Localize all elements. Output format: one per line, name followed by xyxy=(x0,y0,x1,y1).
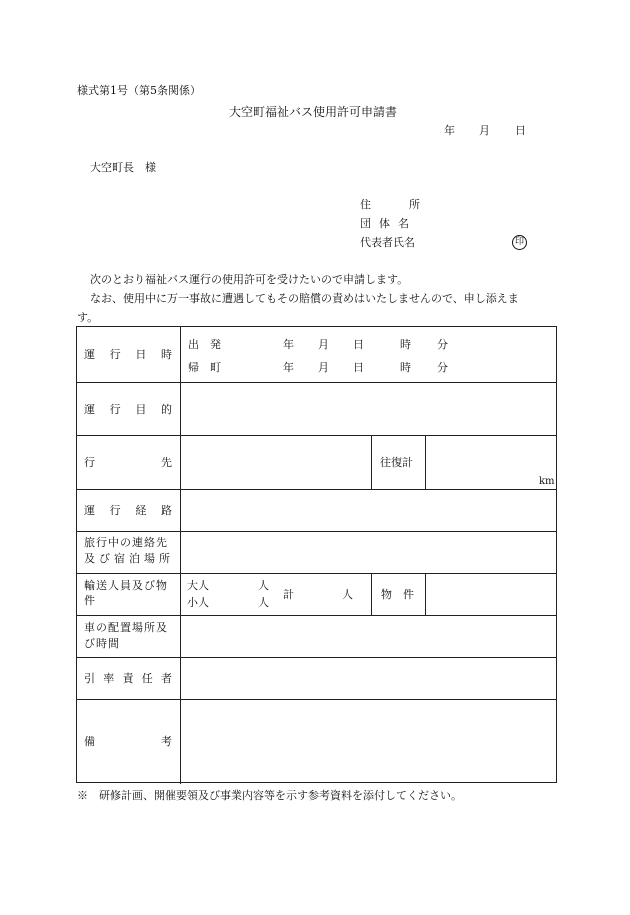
adult-label: 大人 xyxy=(187,579,209,592)
return-month: 月 xyxy=(318,361,329,374)
application-table xyxy=(76,326,557,783)
contact-lodging-label: 旅行中の連絡先 及び宿泊場所 xyxy=(84,536,174,565)
return-year: 年 xyxy=(283,361,294,374)
adult-unit: 人 xyxy=(258,579,269,592)
operation-route-field[interactable] xyxy=(185,494,555,528)
address-label: 住 所 xyxy=(360,198,420,211)
depart-label: 出 発 xyxy=(188,338,221,351)
km-unit: km xyxy=(539,476,555,487)
vehicle-placement-label: 車の配置場所及 び時間 xyxy=(84,621,168,650)
roundtrip-distance-field[interactable] xyxy=(429,441,553,485)
date-month-label: 月 xyxy=(479,124,490,137)
return-label: 帰 町 xyxy=(188,361,221,374)
date-day-label: 日 xyxy=(515,124,526,137)
depart-month: 月 xyxy=(318,338,329,351)
operation-purpose-field[interactable] xyxy=(185,387,555,431)
child-label: 小人 xyxy=(187,596,209,609)
goods-label: 物 件 xyxy=(381,588,414,601)
child-unit: 人 xyxy=(258,596,269,609)
date-year-label: 年 xyxy=(444,124,455,137)
total-unit: 人 xyxy=(342,588,353,601)
goods-field[interactable] xyxy=(429,577,553,611)
total-label: 計 xyxy=(283,588,294,601)
form-title: 大空町福祉バス使用許可申請書 xyxy=(229,105,398,119)
group-name-label: 団体名 xyxy=(360,217,417,230)
form-number: 様式第1号（第5条関係） xyxy=(77,84,201,97)
depart-hour: 時 xyxy=(400,338,411,351)
depart-day: 日 xyxy=(353,338,364,351)
addressee: 大空町長 様 xyxy=(90,161,156,174)
operation-purpose-label: 運 行 目 的 xyxy=(84,403,172,416)
destination-label: 行 先 xyxy=(84,456,172,469)
depart-minute: 分 xyxy=(437,338,448,351)
passengers-goods-label: 輸送人員及び物 件 xyxy=(84,579,168,607)
body-paragraph-2: なお、使用中に万一事故に遭遇してもその賠償の責めはいたしませんので、申し添えま xyxy=(90,292,519,305)
representative-label: 代表者氏名 xyxy=(360,236,415,249)
remarks-field[interactable] xyxy=(185,704,555,780)
contact-lodging-field[interactable] xyxy=(185,536,555,570)
return-hour: 時 xyxy=(400,361,411,374)
footnote: ※ 研修計画、開催要領及び事業内容等を示す参考資料を添付してください。 xyxy=(77,789,462,802)
group-leader-field[interactable] xyxy=(185,662,555,696)
body-paragraph-2-cont: す。 xyxy=(77,311,99,324)
operation-datetime-label: 運 行 日 時 xyxy=(84,348,172,361)
depart-year: 年 xyxy=(283,338,294,351)
roundtrip-distance-label: 往復計 xyxy=(380,456,413,469)
destination-field[interactable] xyxy=(185,441,367,485)
group-leader-label: 引 率 責 任 者 xyxy=(84,672,172,685)
vehicle-placement-field[interactable] xyxy=(185,620,555,654)
seal-icon: 印 xyxy=(512,235,527,250)
operation-route-label: 運 行 経 路 xyxy=(84,504,172,517)
body-paragraph-1: 次のとおり福祉バス運行の使用許可を受けたいので申請します。 xyxy=(90,273,409,286)
return-day: 日 xyxy=(353,361,364,374)
remarks-label: 備 考 xyxy=(84,735,172,748)
return-minute: 分 xyxy=(437,361,448,374)
